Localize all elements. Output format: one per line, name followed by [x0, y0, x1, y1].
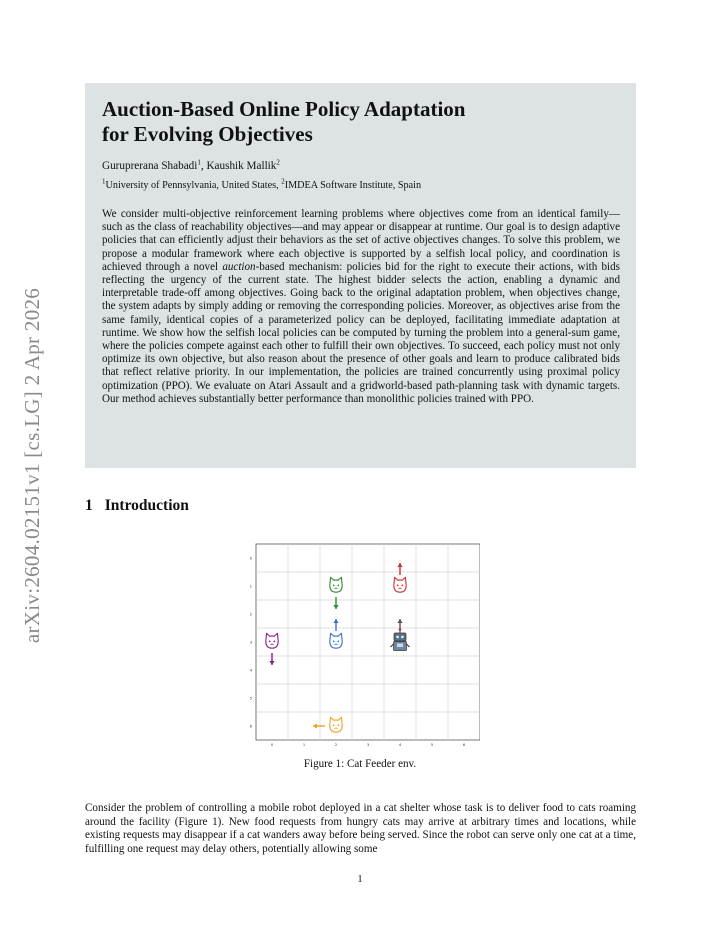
axis-ticks: [250, 556, 466, 747]
y-tick-label: 3: [249, 640, 252, 645]
page-number: 1: [357, 874, 363, 885]
figure-cat-feeder-grid: [240, 540, 480, 750]
author-list: [102, 159, 620, 173]
section-title: Introduction: [104, 497, 189, 514]
cat-icon: [330, 717, 342, 732]
abstract-text: We consider multi-objective reinforcement learning problems where objectives come from an identical family—such as the class of reachability objectives—and may appear or disappear at runtime. Our goal is to design adaptive policies that can efficiently adjust their behaviors as the set of active objectives changes. To solve this problem, we propose a modular framework where each objective is supported by a selfish local policy, and coordination is achieved through a novel: [102, 208, 620, 273]
arxiv-identifier-text: arXiv:2604.02151v1 [cs.LG] 2 Apr 2026: [20, 287, 45, 643]
author-affiliation-mark: 2: [276, 158, 280, 167]
author-name: Guruprerana Shabadi: [102, 160, 198, 172]
author-name: Kaushik Mallik: [206, 160, 277, 172]
body-paragraph: Consider the problem of controlling a mobile robot deployed in a cat shelter whose task is to deliver food to cats roaming around the facility (Figure 1). New food requests from hungry cats may arrive at arbitrary times and locations, while existing requests may disappear if a cat wanders away before being served. Since the robot can serve only one cat at a time, fulfilling one request may delay others, potentially allowing some: [85, 802, 636, 855]
grid-lines: [256, 544, 480, 740]
arxiv-identifier-stamp: [18, 260, 48, 670]
direction-arrow-up-icon: [333, 619, 338, 631]
abstract-emphasis: auction: [222, 260, 256, 273]
direction-arrow-down-icon: [269, 653, 274, 665]
agent-markers: [266, 563, 410, 732]
gridworld-plot: [240, 540, 480, 750]
direction-arrow-up-icon: [397, 563, 402, 575]
y-tick-label: 5: [249, 696, 252, 701]
cat-icon: [330, 633, 342, 648]
y-tick-label: 1: [249, 584, 252, 589]
affiliation-text: University of Pennsylvania, United States,: [105, 180, 282, 191]
abstract-paragraph: [102, 208, 620, 406]
paper-title-line-1: Auction-Based Online Policy Adaptation: [102, 97, 466, 121]
plot-frame: [256, 544, 480, 740]
x-tick-label: 6: [462, 743, 466, 747]
x-tick-label: 5: [430, 743, 434, 747]
paper-title-line-2: for Evolving Objectives: [102, 122, 313, 146]
affiliation-mark: 1: [102, 177, 106, 186]
affiliation-text: IMDEA Software Institute, Spain: [284, 180, 422, 191]
cat-icon: [394, 577, 406, 592]
y-tick-label: 0: [249, 556, 252, 561]
y-tick-label: 4: [249, 668, 252, 673]
x-tick-label: 1: [302, 743, 306, 747]
x-tick-label: 2: [334, 743, 338, 747]
abstract-text: -based mechanism: policies bid for the right to execute their actions, with bids reflecting the urgency of the current state. The highest bidder selects the action, enabling a dynamic and interpretable trade-off among objectives. Going back to the original adaptation problem, when objectives change, the system adapts by simply adding or removing the corresponding policies. Moreover, as objectives arise from the same family, identical copies of a parameterized policy can be deployed, facilitating immediate adaptation at runtime. We show how the selfish local policies can be computed by turning the problem into a general-sum game, where the policies compete against each other to fulfill their own objectives. To succeed, each policy must not only optimize its own objective, but also reason about the presence of other goals and learn to produce calibrated bids that reflect relative priority. In our implementation, the policies are trained concurrently using proximal policy optimization (PPO). We evaluate on Atari Assault and a gridworld-based path-planning task with dynamic targets. Our method achieves substantially better performance than monolithic policies trained with PPO.: [102, 260, 620, 405]
direction-arrow-down-icon: [333, 597, 338, 609]
affiliation-mark: 2: [281, 177, 285, 186]
title-abstract-box: [85, 83, 636, 468]
paper-title: [102, 97, 522, 147]
section-number: 1: [85, 497, 93, 514]
y-tick-label: 2: [249, 612, 252, 617]
robot-icon: [391, 628, 410, 650]
author-affiliation-mark: 1: [197, 158, 201, 167]
cat-icon: [330, 577, 342, 592]
figure-caption: Figure 1: Cat Feeder env.: [303, 758, 417, 770]
x-tick-label: 3: [366, 743, 370, 747]
section-heading-introduction: [85, 496, 189, 516]
author-separator: ,: [200, 160, 207, 172]
x-tick-label: 4: [398, 743, 402, 747]
y-tick-label: 6: [249, 724, 252, 729]
cat-icon: [266, 633, 278, 648]
x-tick-label: 0: [270, 743, 274, 747]
direction-arrow-left-icon: [313, 723, 325, 728]
affiliation-list: [102, 179, 620, 192]
